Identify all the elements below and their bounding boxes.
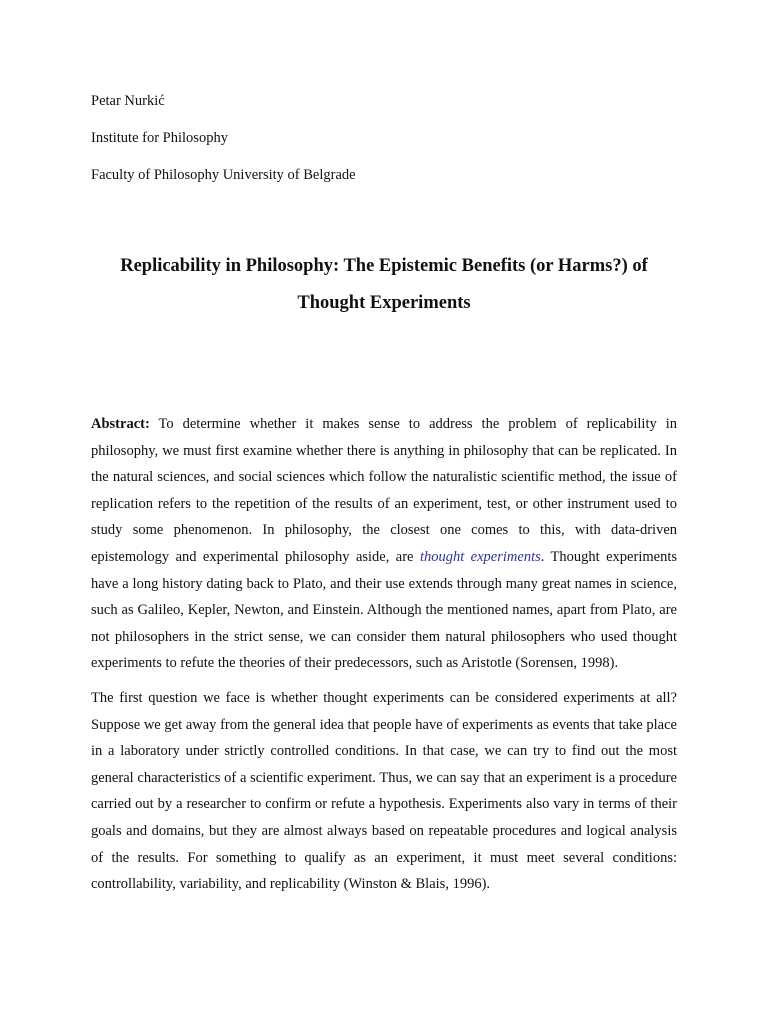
author-block (91, 92, 691, 203)
abstract-text-end: . Thought experiments have a long history dating back to Plato, and their use extends through many great names in science, such as Galileo, Kepler, Newton, and Einstein. Although the mentioned names, apart from Plato, are not philosophers in the strict sense, we can consider them natural philosophers who used thought experiments to refute the theories of their predecessors, such as Aristotle (Sorensen, 1998). (91, 548, 677, 672)
paper-title-line-2: Thought Experiments (297, 293, 471, 313)
abstract-emphasis: thought experiments (419, 548, 541, 565)
author-institute: Institute for Philosophy (91, 130, 228, 146)
author-faculty: Faculty of Philosophy University of Belgrade (91, 167, 356, 183)
abstract-paragraph (91, 411, 677, 677)
body-paragraph-2: The first question we face is whether thought experiments can be considered experiments at all? Suppose we get away from the general idea that people have of experiments as events that take place in a laboratory under strictly controlled conditions. In that case, we can try to find out the most general characteristics of a scientific experiment. Thus, we can say that an experiment is a procedure carried out by a researcher to confirm or refute a hypothesis. Experiments also vary in terms of their goals and domains, but they are almost always based on repeatable procedures and logical analysis of the results. For something to qualify as an experiment, it must meet several conditions: controllability, variability, and replicability (Winston & Blais, 1996). (91, 690, 677, 893)
paper-title-line-1: Replicability in Philosophy: The Epistemic Benefits (or Harms?) of (120, 256, 648, 276)
abstract-label: Abstract: (91, 416, 150, 432)
author-name: Petar Nurkić (91, 93, 165, 109)
paper-title (60, 248, 708, 322)
abstract-text-start: To determine whether it makes sense to address the problem of replicability in philosophy, we must first examine whether there is anything in philosophy that can be replicated. In the natural sciences, and social sciences which follow the naturalistic scientific method, the issue of replication refers to the repetition of the results of an experiment, test, or other instrument used to study some phenomenon. In philosophy, the closest one comes to this, with data-driven epistemology and experimental philosophy aside, are (91, 416, 677, 565)
